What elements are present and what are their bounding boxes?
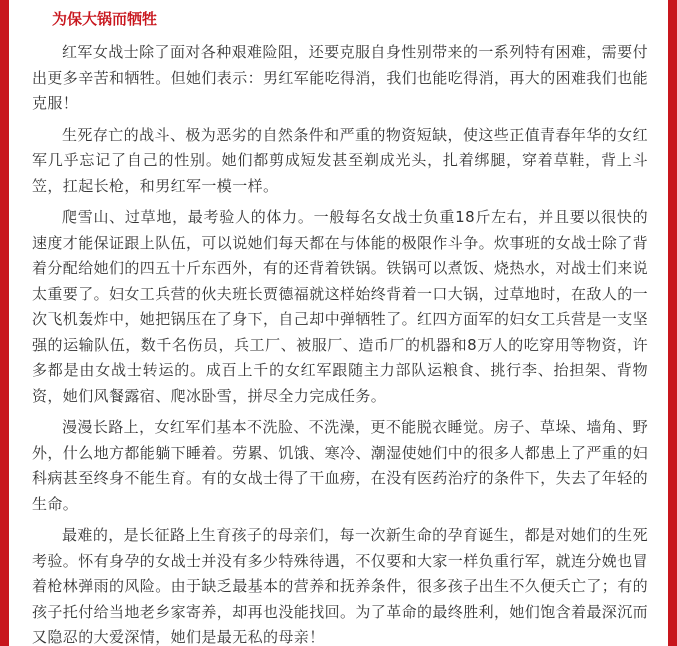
article-paragraph-1: 红军女战士除了面对各种艰难险阻，还要克服自身性别带来的一系列特有困难，需要付出更多辛苦和牺牲。但她们表示：男红军能吃得消，我们也能吃得消，再大的困难我们也能克服！ [32, 43, 649, 112]
article-content [32, 0, 648, 646]
left-red-border [0, 0, 9, 646]
article-paragraph-2: 生死存亡的战斗、极为恶劣的自然条件和严重的物资短缺，使这些正值青春年华的女红军几乎忘记了自己的性别。她们都剪成短发甚至剃成光头，扎着绑腿，穿着草鞋，背上斗笠，扛起长枪，和男红军一模一样。 [32, 125, 648, 195]
article-paragraph-5: 最难的，是长征路上生育孩子的母亲们，每一次新生命的孕育诞生，都是对她们的生死考验。怀有身孕的女战士并没有多少特殊待遇，不仅要和大家一样负重行军，就连分娩也冒着枪林弹雨的风险。由于缺乏最基本的营养和抚养条件，很多孩子出生不久便夭亡了；有的孩子托付给当地老乡家寄养，却再也没能找回。为了革命的最终胜利，她们饱含着最深沉而又隐忍的大爱深情，她们是最无私的母亲！ [32, 526, 649, 646]
article-title: 为保大锅而牺牲 [52, 10, 158, 28]
article-paragraph-4: 漫漫长路上，女红军们基本不洗脸、不洗澡，更不能脱衣睡觉。房子、草垛、墙角、野外，什么地方都能躺下睡着。劳累、饥饿、寒冷、潮湿使她们中的很多人都患上了严重的妇科病甚至终身不能生育。有的女战士得了干血痨，在没有医药治疗的条件下，失去了年轻的生命。 [32, 418, 649, 513]
right-red-border [668, 0, 677, 646]
article-paragraph-3: 爬雪山、过草地，最考验人的体力。一般每名女战士负重18斤左右，并且要以很快的速度才能保证跟上队伍，可以说她们每天都在与体能的极限作斗争。炊事班的女战士除了背着分配给她们的四五十斤东西外，有的还背着铁锅。铁锅可以煮饭、烧热水，对战士们来说太重要了。妇女工兵营的伙夫班长贾德福就这样始终背着一口大锅，过草地时，在敌人的一次飞机轰炸中，她把锅压在了身下，自己却中弹牺牲了。红四方面军的妇女工兵营是一支坚强的运输队伍，数千名伤员，兵工厂、被服厂、造币厂的机器和8万人的吃穿用等物资，许多都是由女战士转运的。成百上千的女红军跟随主力部队运粮食、挑行李、抬担架、背物资，她们风餐露宿、爬冰卧雪，拼尽全力完成任务。 [32, 208, 649, 405]
